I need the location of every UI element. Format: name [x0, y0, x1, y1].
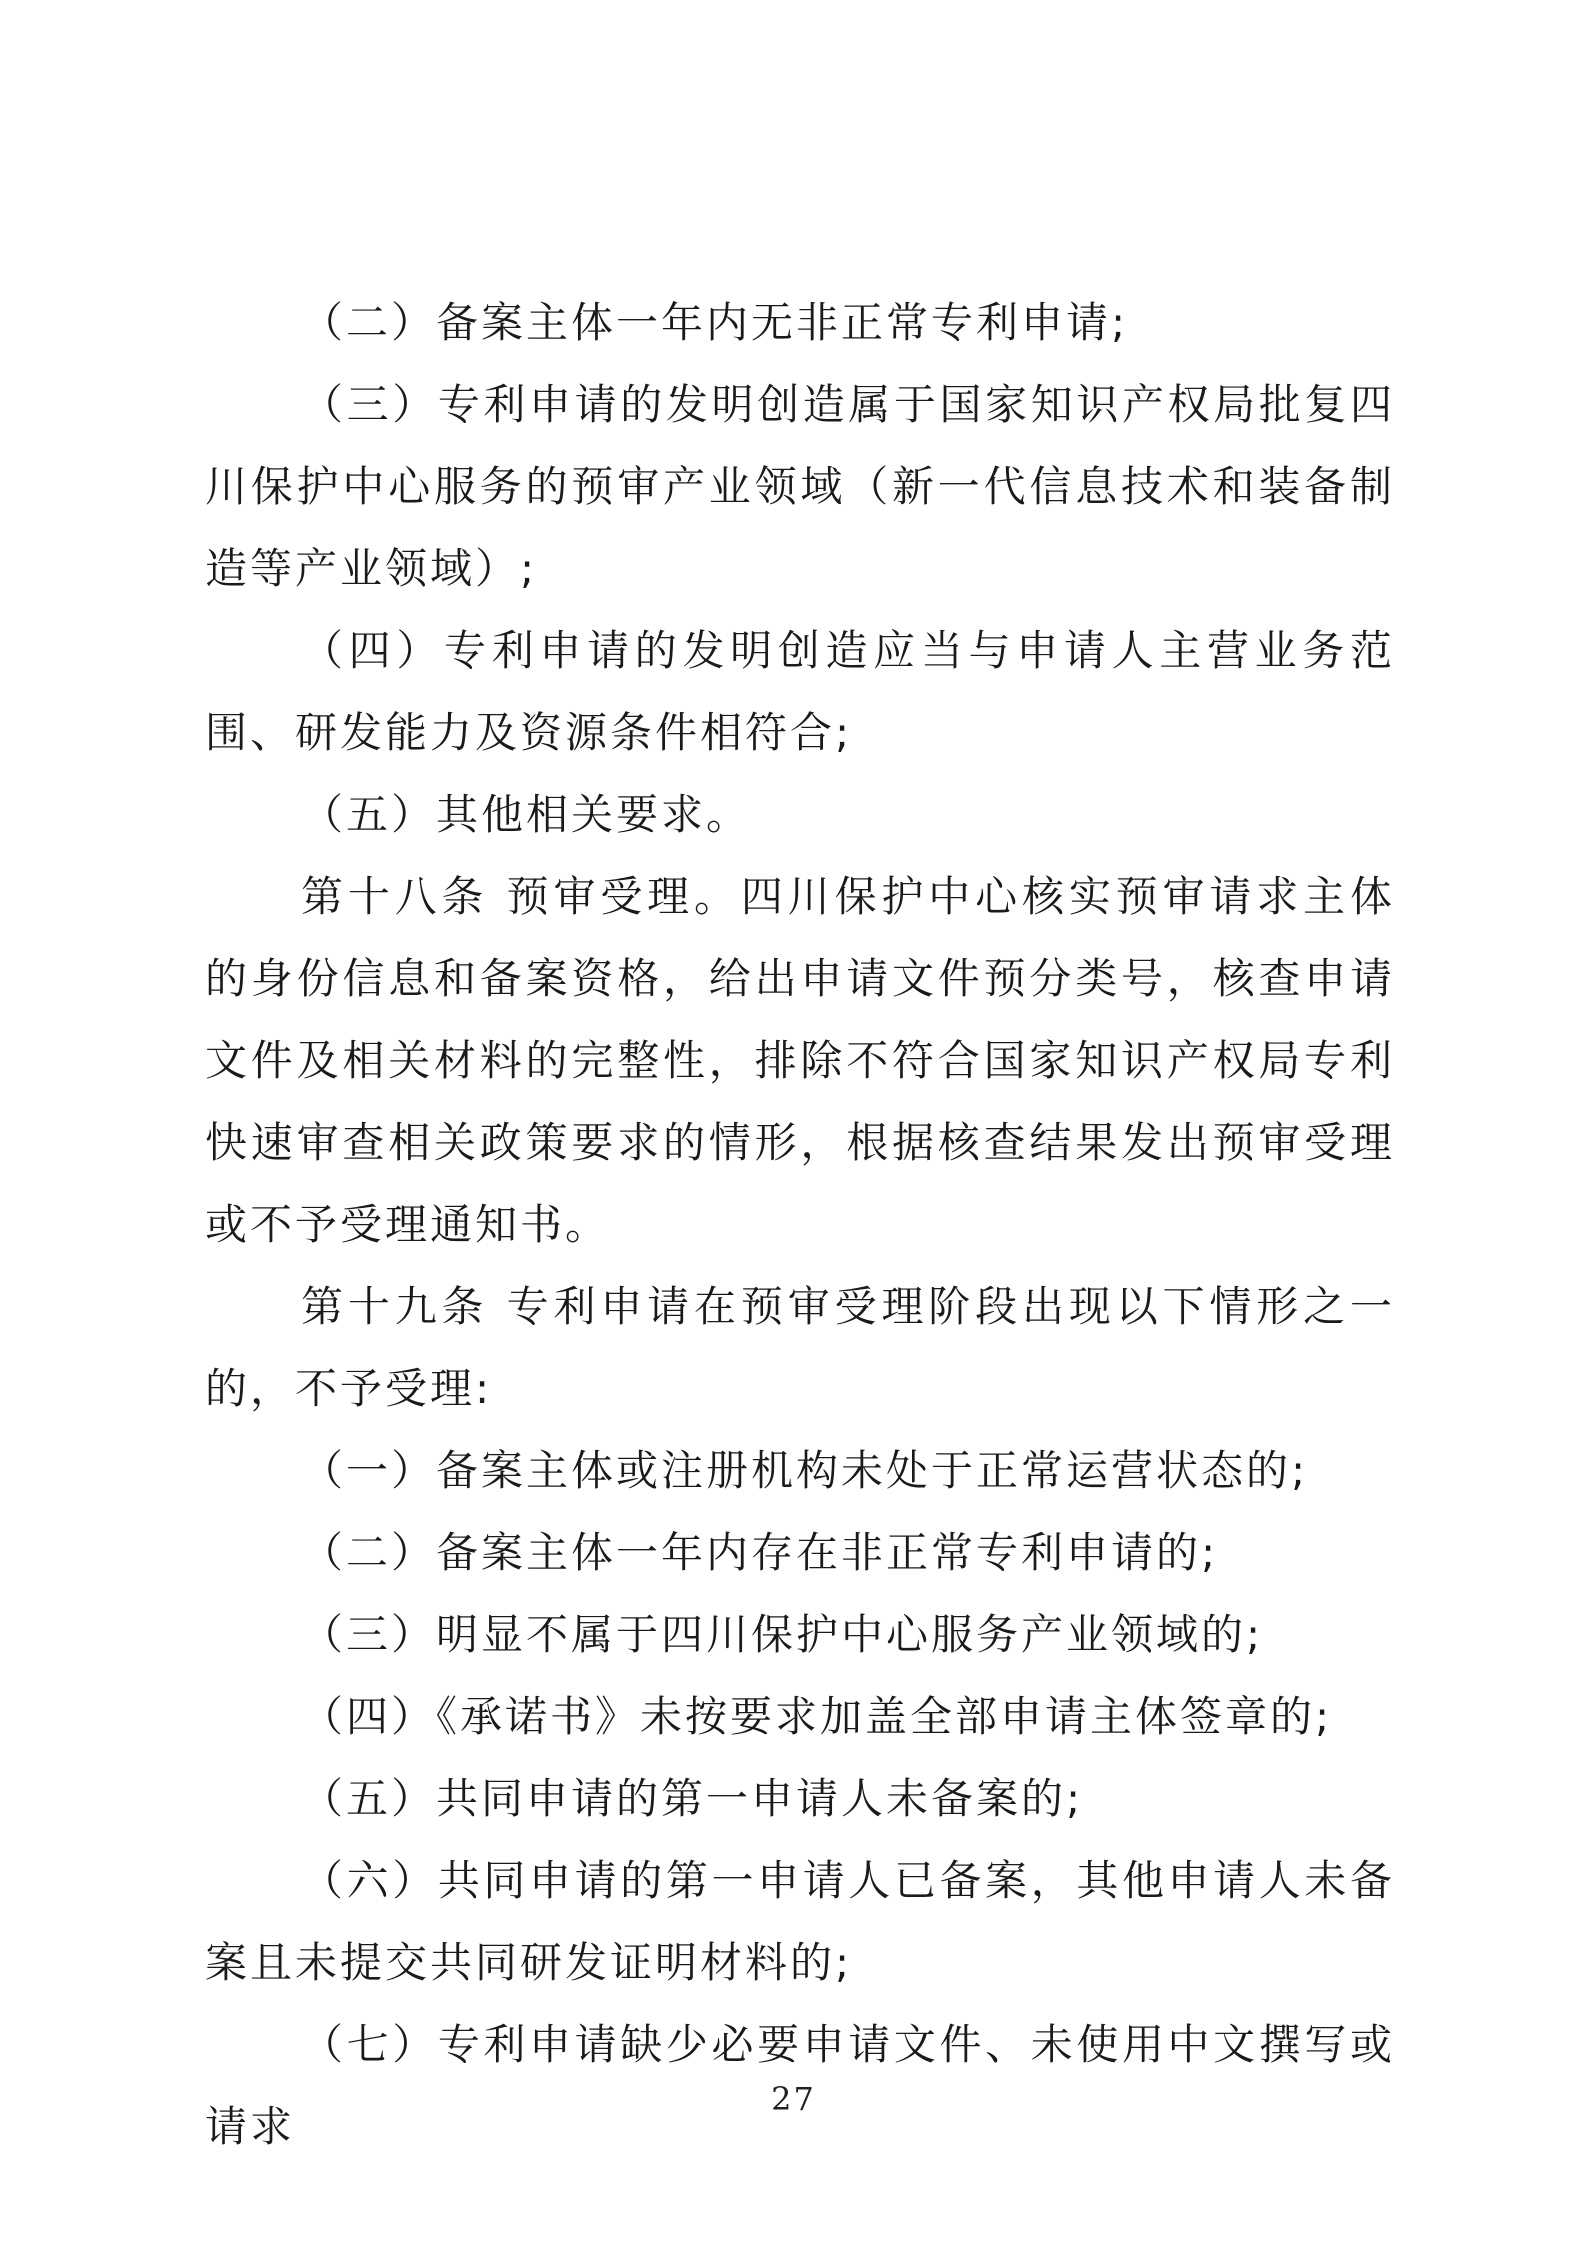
rejection-item-5: （五）共同申请的第一申请人未备案的;: [301, 1774, 1084, 1823]
body-text: [205, 282, 1395, 2168]
rejection-item-7: （七）专利申请缺少必要申请文件、未使用中文撰写或请求: [205, 2020, 1395, 2151]
paragraph-item-3: （三）专利申请的发明创造属于国家知识产权局批复四川保护中心服务的预审产业领域（新一代信息技术和装备制造等产业领域）;: [205, 380, 1395, 593]
rejection-item-3: （三）明显不属于四川保护中心服务产业领域的;: [301, 1610, 1264, 1659]
paragraph-item-2: （二）备案主体一年内无非正常专利申请;: [301, 298, 1129, 347]
page-number: 27: [771, 2080, 816, 2118]
rejection-item-4: （四）《承诺书》未按要求加盖全部申请主体签章的;: [301, 1692, 1333, 1741]
paragraph-item-4: （四）专利申请的发明创造应当与申请人主营业务范围、研发能力及资源条件相符合;: [205, 626, 1395, 757]
article-18: 第十八条 预审受理。四川保护中心核实预审请求主体的身份信息和备案资格，给出申请文件预分类号，核查申请文件及相关材料的完整性，排除不符合国家知识产权局专利快速审查相关政策要求的情形，根据核查结果发出预审受理或不予受理通知书。: [205, 872, 1395, 1249]
rejection-item-2: （二）备案主体一年内存在非正常专利申请的;: [301, 1528, 1219, 1577]
paragraph-item-5: （五）其他相关要求。: [301, 790, 752, 839]
rejection-item-6: （六）共同申请的第一申请人已备案，其他申请人未备案且未提交共同研发证明材料的;: [205, 1856, 1395, 1987]
article-19: 第十九条 专利申请在预审受理阶段出现以下情形之一的，不予受理:: [205, 1282, 1395, 1413]
rejection-item-1: （一）备案主体或注册机构未处于正常运营状态的;: [301, 1446, 1309, 1495]
